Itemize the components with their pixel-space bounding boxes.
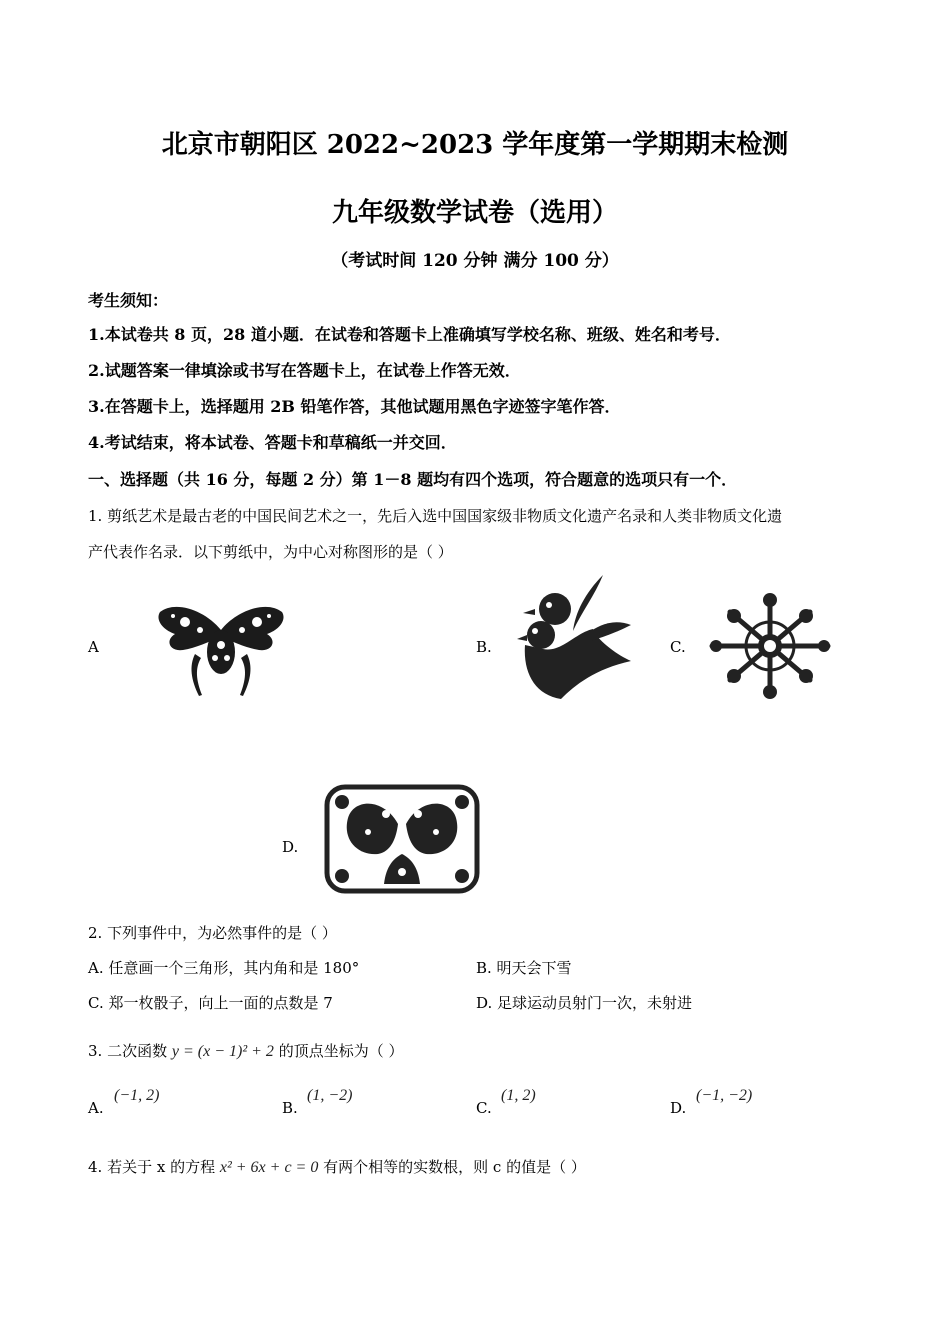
q4-stem-prefix: 4. 若关于 x 的方程 (88, 1158, 216, 1176)
q3-stem-suffix: 的顶点坐标为（ ） (278, 1042, 404, 1060)
snowflake-papercut-image (708, 593, 832, 699)
fish-papercut-image (324, 784, 480, 894)
q2-option-c: C. 郑一枚骰子，向上一面的点数是 7 (88, 994, 333, 1012)
q1-option-b-label: B. (476, 638, 492, 656)
notice-item-1: 1.本试卷共 8 页，28 道小题．在试卷和答题卡上准确填写学校名称、班级、姓名和考号． (88, 325, 731, 344)
q2-option-b: B. 明天会下雪 (476, 959, 572, 977)
q4-formula: x² + 6x + c = 0 (219, 1159, 319, 1176)
q3-option-a-label: A. (88, 1099, 104, 1117)
q3-option-c-value: (1, 2) (501, 1087, 536, 1104)
q2-option-a: A. 任意画一个三角形，其内角和是 180° (88, 959, 360, 977)
section-heading: 一、选择题（共 16 分，每题 2 分）第 1－8 题均有四个选项，符合题意的选项只有一个． (88, 470, 738, 489)
q1-option-a-label: A (88, 638, 99, 656)
q3-stem-prefix: 3. 二次函数 (88, 1042, 168, 1060)
exam-subtitle: 九年级数学试卷（选用） (331, 198, 618, 228)
q2-option-d: D. 足球运动员射门一次，未射进 (476, 994, 693, 1012)
exam-time-info: （考试时间 120 分钟 满分 100 分） (331, 251, 619, 271)
butterfly-papercut-image (155, 600, 287, 698)
q3-option-b-label: B. (282, 1099, 298, 1117)
notice-heading: 考生须知： (88, 291, 169, 310)
q3-option-a-value: (−1, 2) (114, 1087, 160, 1104)
q4-stem (88, 1156, 586, 1177)
notice-item-4: 4.考试结束，将本试卷、答题卡和草稿纸一并交回． (88, 433, 457, 452)
q1-option-d-label: D. (282, 838, 299, 856)
q3-option-c-label: C. (476, 1099, 492, 1117)
q2-stem: 2. 下列事件中，为必然事件的是（ ） (88, 924, 337, 942)
q3-option-d-label: D. (670, 1099, 687, 1117)
notice-item-3: 3.在答题卡上，选择题用 2B 铅笔作答，其他试题用黑色字迹签字笔作答． (88, 397, 621, 416)
q1-option-c-label: C. (670, 638, 686, 656)
q3-option-b-value: (1, −2) (307, 1087, 353, 1104)
exam-title: 北京市朝阳区 2022~2023 学年度第一学期期末检测 (161, 130, 789, 160)
q3-option-d-value: (−1, −2) (696, 1087, 753, 1104)
q1-line2: 产代表作名录．以下剪纸中，为中心对称图形的是（ ） (88, 543, 453, 561)
q3-formula: y = (x − 1)² + 2 (171, 1043, 274, 1060)
notice-item-2: 2.试题答案一律填涂或书写在答题卡上，在试卷上作答无效． (88, 361, 521, 380)
q1-line1: 1. 剪纸艺术是最古老的中国民间艺术之一，先后入选中国国家级非物质文化遗产名录和人类非物质文化遗 (88, 507, 783, 525)
q4-stem-suffix: 有两个相等的实数根，则 c 的值是（ ） (323, 1158, 586, 1176)
q3-stem (88, 1040, 403, 1061)
swallows-papercut-image (515, 573, 633, 701)
